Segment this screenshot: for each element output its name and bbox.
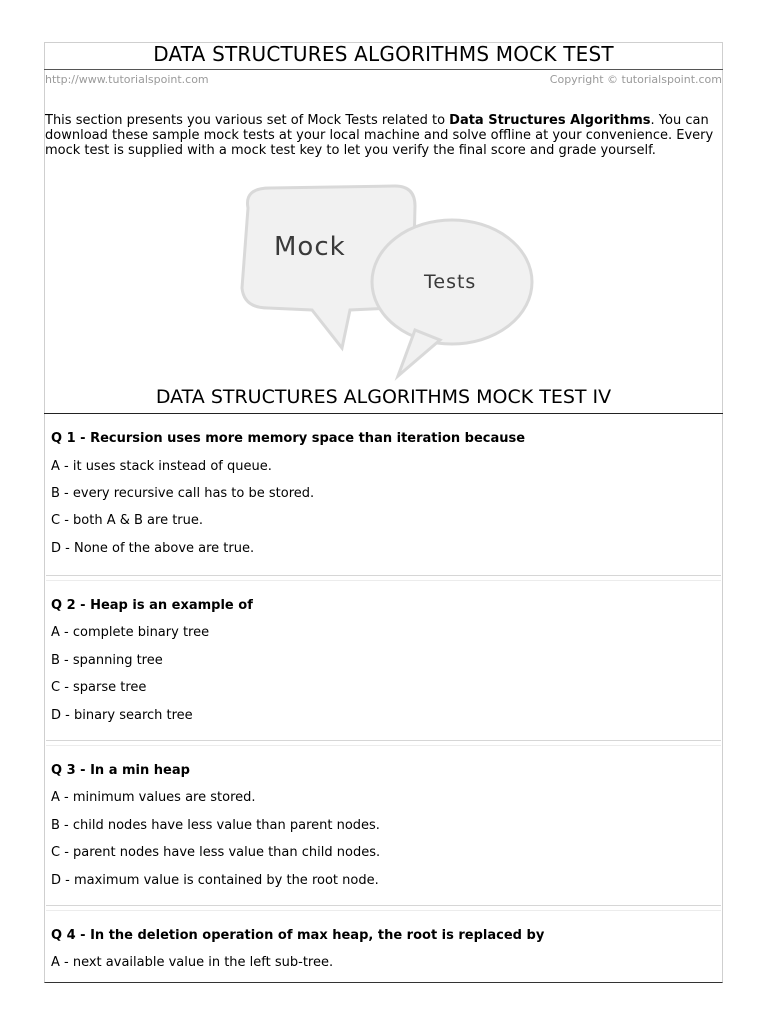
banner-word-tests: Tests — [424, 271, 477, 293]
option-c: C - parent nodes have less value than child nodes. — [51, 845, 381, 860]
question-title: Q 1 - Recursion uses more memory space than iteration because — [51, 431, 526, 446]
question-title: Q 2 - Heap is an example of — [51, 598, 253, 613]
page-title: DATA STRUCTURES ALGORITHMS MOCK TEST — [153, 42, 614, 66]
option-b: B - child nodes have less value than parent nodes. — [51, 818, 380, 833]
option-a: A - it uses stack instead of queue. — [51, 459, 272, 474]
option-d: D - None of the above are true. — [51, 541, 255, 556]
option-c: C - sparse tree — [51, 680, 147, 695]
title-divider — [44, 69, 723, 70]
intro-paragraph — [45, 113, 721, 158]
question-block-4 — [46, 910, 721, 982]
question-title: Q 3 - In a min heap — [51, 763, 190, 778]
question-title: Q 4 - In the deletion operation of max heap, the root is replaced by — [51, 928, 545, 943]
option-d: D - maximum value is contained by the root node. — [51, 873, 379, 888]
site-url[interactable]: http://www.tutorialspoint.com — [45, 73, 209, 86]
intro-bold-topic: Data Structures Algorithms — [449, 113, 651, 128]
banner-word-mock: Mock — [274, 232, 346, 262]
intro-text-end: . You can download these sample mock tests at your local machine and solve offline at your convenience. Every mock test is supplied with a mock test key to let you verify the final score and grade yourself. — [45, 113, 714, 158]
option-b: B - every recursive call has to be stored. — [51, 486, 315, 501]
speech-bubble-right — [372, 220, 532, 376]
option-a: A - complete binary tree — [51, 625, 210, 640]
option-d: D - binary search tree — [51, 708, 193, 723]
question-block-2 — [46, 580, 721, 741]
question-block-3 — [46, 745, 721, 906]
mock-tests-banner — [230, 180, 540, 390]
copyright-notice: Copyright © tutorialspoint.com — [549, 73, 722, 86]
option-c: C - both A & B are true. — [51, 513, 204, 528]
test-subtitle: DATA STRUCTURES ALGORITHMS MOCK TEST IV — [155, 386, 612, 408]
intro-text-start: This section presents you various set of Mock Tests related to — [45, 113, 450, 128]
option-a: A - next available value in the left sub-tree. — [51, 955, 334, 970]
question-block-1 — [46, 414, 721, 576]
option-b: B - spanning tree — [51, 653, 163, 668]
option-a: A - minimum values are stored. — [51, 790, 256, 805]
